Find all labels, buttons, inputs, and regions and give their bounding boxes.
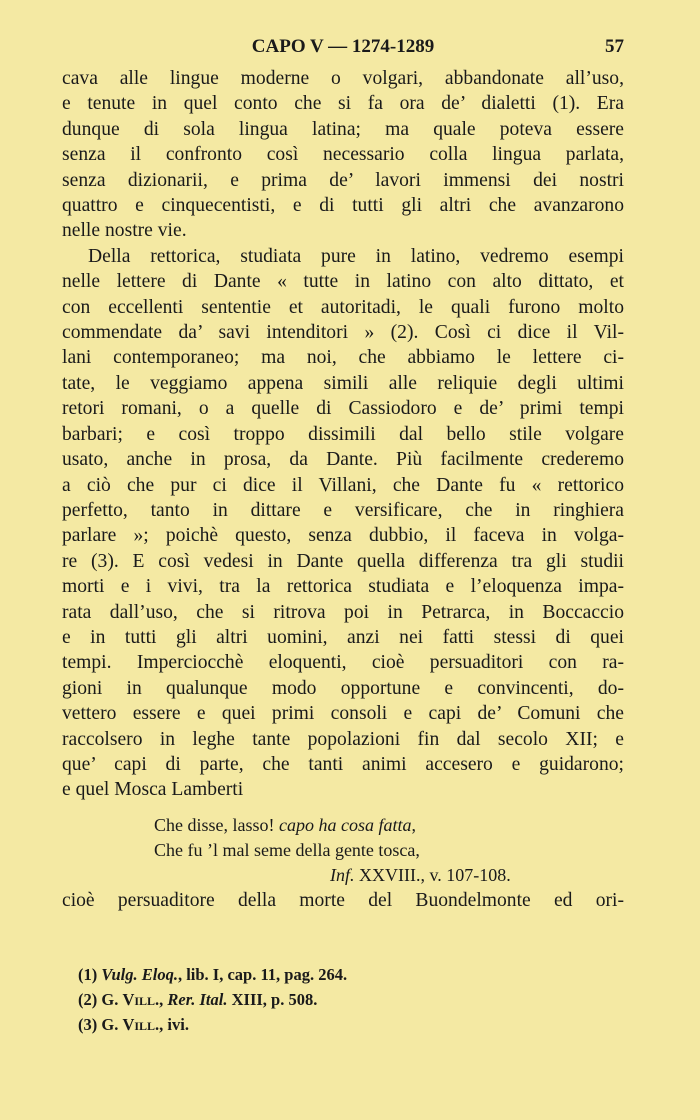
footnote-1: (1) Vulg. Eloq., lib. I, cap. 11, pag. 264. bbox=[78, 965, 348, 984]
text-line: senza dizionarii, e prima de’ lavori immensi dei nostri bbox=[62, 169, 624, 191]
text-line: e in tutti gli altri uomini, anzi nei fatti stessi di quei bbox=[62, 626, 624, 648]
verse-line-2: Che fu ’l mal seme della gente tosca, bbox=[154, 839, 420, 860]
text-line: tate, le veggiamo appena simili alle reliquie degli ultimi bbox=[62, 372, 624, 394]
text-line: dunque di sola lingua latina; ma quale poteva essere bbox=[62, 118, 624, 140]
footnote-3: (3) G. Vill., ivi. bbox=[78, 1015, 189, 1034]
text-line: tempi. Imperciocchè eloquenti, cioè persuaditori con ra- bbox=[62, 652, 624, 674]
text-line: con eccellenti sententie et autoritadi, le quali furono molto bbox=[62, 296, 624, 318]
text-line: raccolsero in leghe tante popolazioni fin dal secolo XII; e bbox=[62, 728, 624, 750]
text-line: lani contemporaneo; ma noi, che abbiamo le lettere ci- bbox=[62, 347, 624, 369]
page-number: 57 bbox=[605, 36, 624, 57]
text-line: barbari; e così troppo dissimili dal bello stile volgare bbox=[62, 423, 624, 445]
verse-source: Inf. XXVIII., v. 107-108. bbox=[330, 864, 511, 885]
text-line: a ciò che pur ci dice il Villani, che Dante fu « rettorico bbox=[62, 474, 624, 496]
text-line: commendate da’ savi intenditori » (2). Così ci dice il Vil- bbox=[62, 322, 624, 344]
footnote-2: (2) G. Vill., Rer. Ital. XIII, p. 508. bbox=[78, 990, 318, 1009]
footnotes bbox=[78, 962, 578, 1037]
running-title: CAPO V — 1274-1289 bbox=[251, 36, 435, 57]
text-line: e quel Mosca Lamberti bbox=[62, 779, 244, 801]
text-line: e tenute in quel conto che si fa ora de’ dialetti (1). Era bbox=[62, 93, 624, 115]
text-line: parlare »; poichè questo, senza dubbio, il faceva in volga- bbox=[62, 525, 624, 547]
text-line: vettero essere e quei primi consoli e capi de’ Comuni che bbox=[62, 703, 624, 725]
paragraph-2 bbox=[62, 244, 624, 803]
text-line: nelle lettere di Dante « tutte in latino con alto dittato, et bbox=[62, 271, 624, 293]
text-line: senza il confronto così necessario colla lingua parlata, bbox=[62, 144, 624, 166]
text-line: rata dall’uso, che si ritrova poi in Petrarca, in Boccaccio bbox=[62, 601, 624, 623]
text-line: retori romani, o a quelle di Cassiodoro e de’ primi tempi bbox=[62, 398, 624, 420]
text-line: morti e i vivi, tra la rettorica studiata e l’eloquenza impa- bbox=[62, 576, 624, 598]
running-header bbox=[62, 36, 624, 60]
main-text bbox=[62, 66, 624, 913]
text-line: perfetto, tanto in dittare e versificare, che in ringhiera bbox=[62, 499, 624, 521]
paragraph-continuation: cioè persuaditore della morte del Buondelmonte ed ori- bbox=[62, 889, 624, 911]
text-line: que’ capi di parte, che tanti animi accesero e guidarono; bbox=[62, 753, 624, 775]
verse-quotation bbox=[154, 813, 624, 888]
text-line: nelle nostre vie. bbox=[62, 220, 187, 242]
text-line: Della rettorica, studiata pure in latino, vedremo esempi bbox=[88, 245, 624, 267]
text-line: quattro e cinquecentisti, e di tutti gli altri che avanzarono bbox=[62, 195, 624, 217]
text-line: usato, anche in prosa, da Dante. Più facilmente crederemo bbox=[62, 449, 624, 471]
paragraph-1 bbox=[62, 66, 624, 244]
text-line: cava alle lingue moderne o volgari, abbandonate all’uso, bbox=[62, 68, 624, 89]
text-line: gioni in qualunque modo opportune e convincenti, do- bbox=[62, 677, 624, 699]
verse-line-1: Che disse, lasso! capo ha cosa fatta, bbox=[154, 814, 416, 835]
text-line: re (3). E così vedesi in Dante quella differenza tra gli studii bbox=[62, 550, 624, 572]
